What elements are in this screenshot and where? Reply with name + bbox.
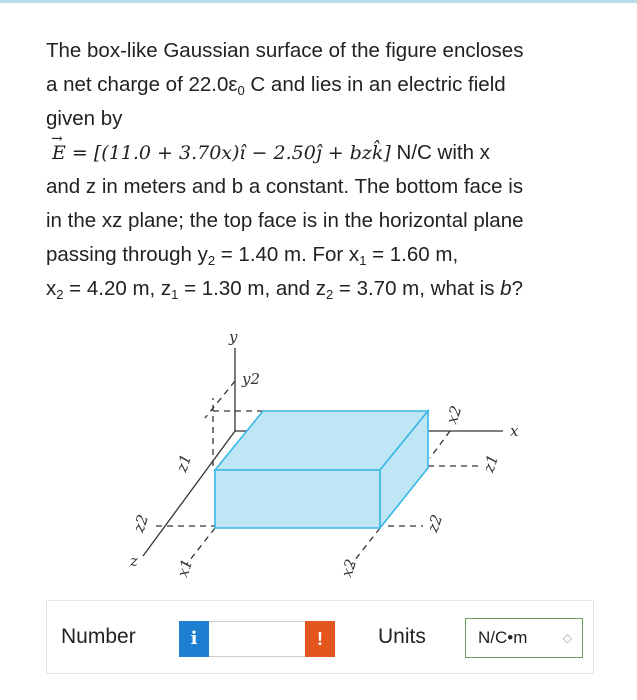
number-input[interactable] [209, 621, 305, 657]
x2-guide-bottom [351, 528, 380, 565]
label-y2: y2 [242, 370, 261, 388]
label-z: z [130, 552, 138, 570]
info-icon[interactable]: i [179, 621, 209, 657]
gaussian-box [215, 411, 428, 528]
chevron-updown-icon: ◇ [562, 631, 572, 645]
problem-line-2: a net charge of $22.0\varepsilon_0$ C and lies in an electric field [46, 73, 506, 98]
warning-icon[interactable]: ! [305, 621, 335, 657]
field-equation [46, 131, 606, 170]
vector-E: → E [52, 136, 66, 170]
box-front-face [215, 470, 380, 528]
vector-arrow-icon: → [51, 131, 63, 147]
problem-statement [46, 34, 606, 306]
gaussian-box-figure [118, 318, 538, 588]
label-z2-right: z2 [423, 512, 447, 535]
label-x2-top: x2 [442, 403, 466, 427]
label-y: y [229, 328, 238, 346]
field-expression: = [(11.0 + 3.70x)î − 2.50ĵ + bzk̂] [65, 142, 391, 164]
top-divider [0, 0, 637, 3]
answer-row [46, 600, 594, 674]
label-x: x [510, 422, 519, 440]
label-x2-bottom: x2 [337, 556, 361, 580]
field-units: N/C with x [390, 141, 490, 164]
units-label: Units [378, 625, 426, 648]
problem-line-3: given by [46, 107, 123, 130]
units-value: N/C•m [478, 628, 528, 647]
label-x1: x1 [173, 556, 197, 580]
problem-line-5: and z in meters and b a constant. The bottom face is [46, 175, 524, 198]
problem-line-8: $x_2 = 4.20$ m, $z_1 = 1.30$ m, and $z_2 = 3.70$ m, what is b? [46, 277, 523, 302]
number-label: Number [61, 625, 136, 648]
label-z1-right: z1 [479, 452, 503, 475]
problem-line-6: in the xz plane; the top face is in the horizontal plane [46, 209, 524, 232]
problem-line-1: The box-like Gaussian surface of the figure encloses [46, 39, 524, 62]
label-z1-left: z1 [172, 452, 196, 475]
problem-line-7: passing through $y_2 = 1.40$ m. For $x_1 = 1.60$ m, [46, 243, 459, 268]
x1-guide [186, 528, 215, 565]
units-select[interactable] [465, 618, 583, 658]
y2-guide-diag [205, 381, 235, 418]
label-z2-left: z2 [129, 512, 153, 535]
x2-guide-top [430, 431, 450, 458]
